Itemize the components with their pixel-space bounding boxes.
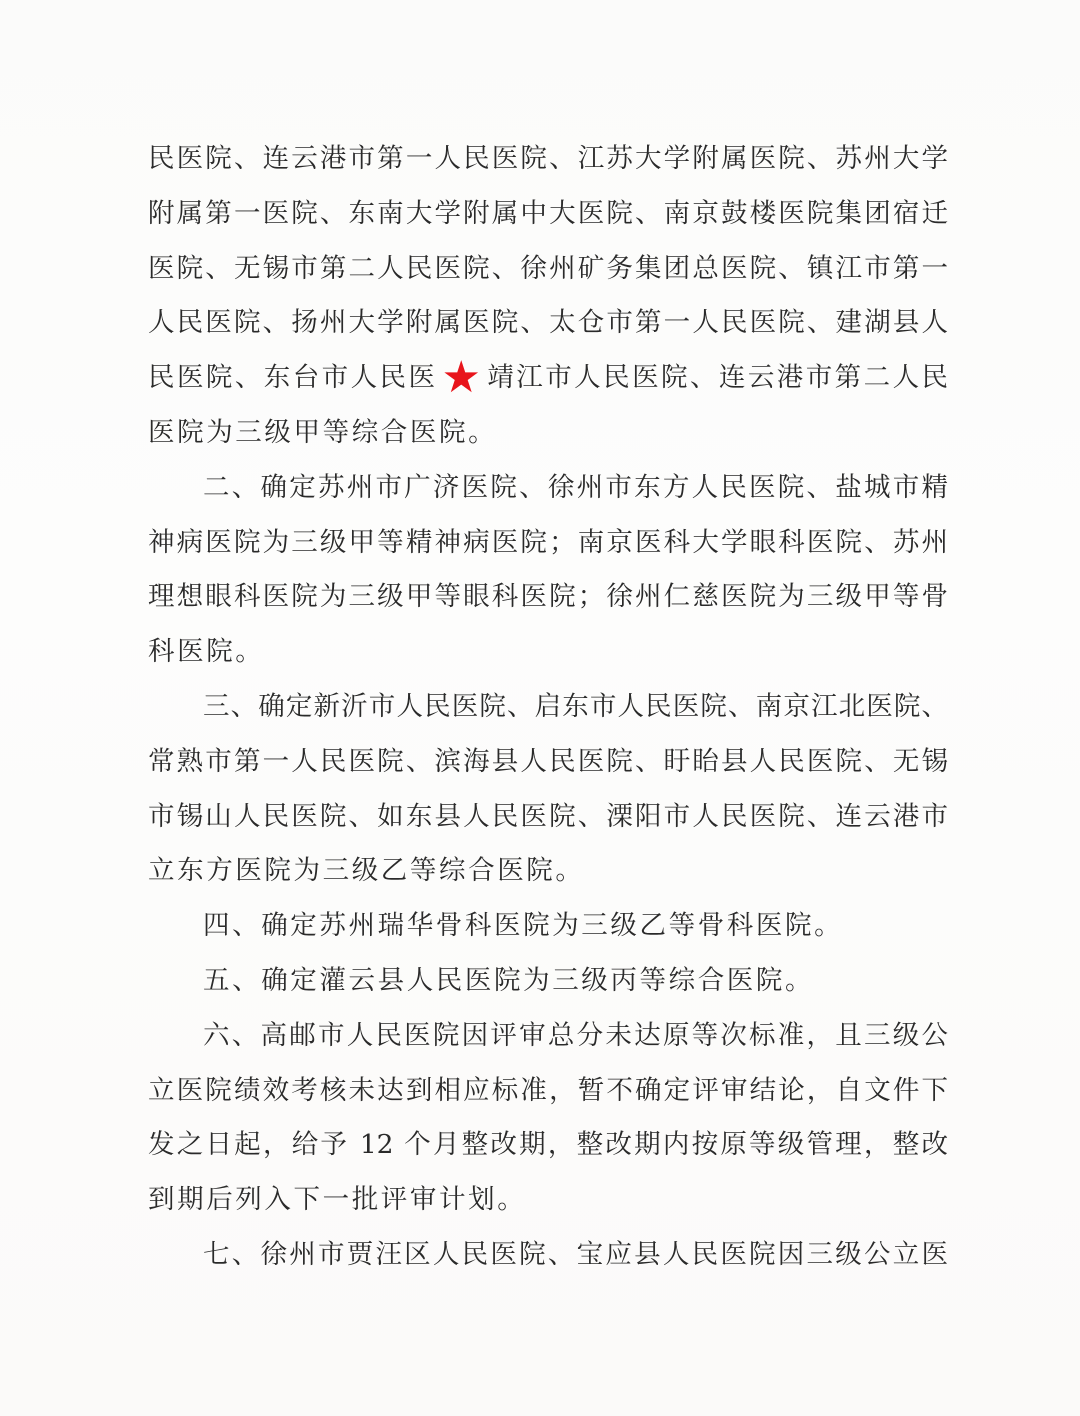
text-segment: 靖江市人民医院、连云港市第二人民 [484, 362, 948, 394]
text-line: 市锡山人民医院、如东县人民医院、溧阳市人民医院、连云港市 [148, 800, 948, 832]
text-line: 民医院、连云港市第一人民医院、江苏大学附属医院、苏州大学 [148, 143, 948, 174]
text-line-with-seal [148, 351, 948, 406]
text-line: 发之日起，给予 12 个月整改期，整改期内按原等级管理，整改 [148, 1129, 948, 1161]
text-line: 常熟市第一人民医院、滨海县人民医院、盱眙县人民医院、无锡 [148, 745, 948, 777]
paragraph-7-line: 七、徐州市贾汪区人民医院、宝应县人民医院因三级公立医 [203, 1238, 948, 1270]
text-line: 科医院。 [148, 636, 265, 668]
paragraph-3-line: 三、确定新沂市人民医院、启东市人民医院、南京江北医院、 [203, 690, 948, 722]
document-body [148, 132, 948, 1283]
text-line: 人民医院、扬州大学附属医院、太仓市第一人民医院、建湖县人 [148, 307, 948, 339]
text-line: 医院为三级甲等综合医院。 [148, 416, 498, 448]
red-star-seal-icon: ★ [441, 352, 481, 404]
paragraph-5-line: 五、确定灌云县人民医院为三级丙等综合医院。 [203, 964, 815, 996]
text-line: 神病医院为三级甲等精神病医院；南京医科大学眼科医院、苏州 [148, 526, 948, 558]
paragraph-4-line: 四、确定苏州瑞华骨科医院为三级乙等骨科医院。 [203, 910, 844, 942]
text-line: 附属第一医院、东南大学附属中大医院、南京鼓楼医院集团宿迁 [148, 197, 948, 229]
text-line: 立东方医院为三级乙等综合医院。 [148, 855, 585, 887]
text-line: 到期后列入下一批评审计划。 [148, 1184, 527, 1216]
text-line: 理想眼科医院为三级甲等眼科医院；徐州仁慈医院为三级甲等骨 [148, 581, 948, 613]
text-line: 医院、无锡市第二人民医院、徐州矿务集团总医院、镇江市第一 [148, 252, 948, 284]
paragraph-6-line: 六、高邮市人民医院因评审总分未达原等次标准，且三级公 [203, 1019, 948, 1051]
paragraph-2-line: 二、确定苏州市广济医院、徐州市东方人民医院、盐城市精 [203, 471, 948, 503]
text-line: 立医院绩效考核未达到相应标准，暂不确定评审结论，自文件下 [148, 1074, 948, 1106]
text-segment: 民医院、东台市人民医 [148, 362, 438, 394]
